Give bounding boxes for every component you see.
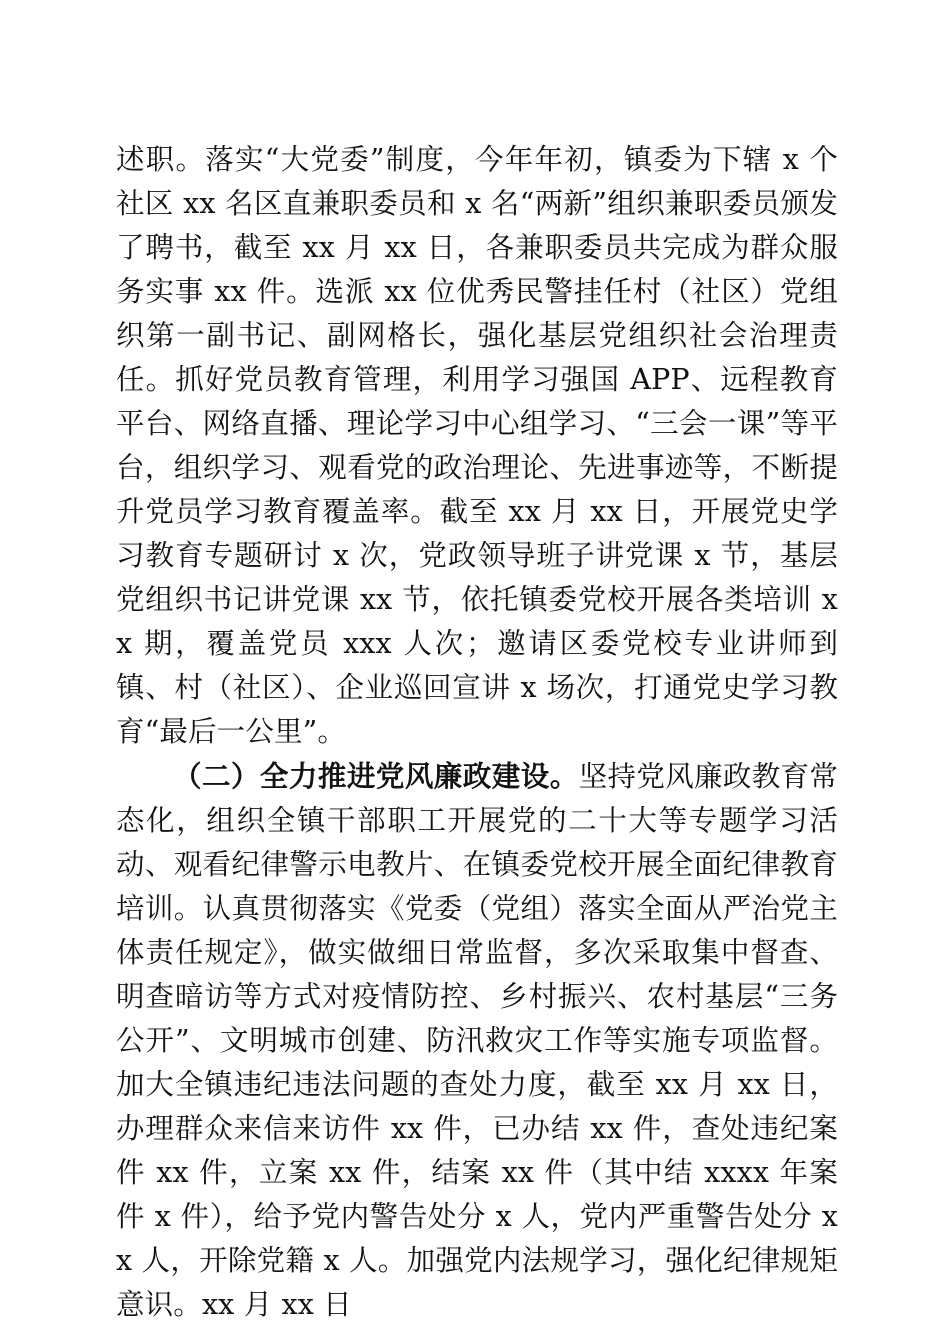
paragraph-continuation: 述职。落实“大党委”制度，今年年初，镇委为下辖 x 个社区 xx 名区直兼职委员和 x 名“两新”组织兼职委员颁发了聘书，截至 xx 月 xx 日，各兼职委员共完成为群众服务实事 xx 件。选派 xx 位优秀民警挂任村（社区）党组织第一副书记、副网格长，强化基层党组织社会治理责任。抓好党员教育管理，利用学习强国 APP、远程教育平台、网络直播、理论学习中心组学习、“三会一课”等平台，组织学习、观看党的政治理论、先进事迹等，不断提升党员学习教育覆盖率。截至 xx 月 xx 日，开展党史学习教育专题研讨 x 次，党政领导班子讲党课 x 节，基层党组织书记讲党课 xx 节，依托镇委党校开展各类培训 xx 期，覆盖党员 xxx 人次；邀请区委党校专业讲师到镇、村（社区）、企业巡回宣讲 x 场次，打通党史学习教育“最后一公里”。	[116, 143, 838, 748]
paragraph-section-two	[116, 754, 838, 1327]
section-two-body: 坚持党风廉政教育常态化，组织全镇干部职工开展党的二十大等专题学习活动、观看纪律警示电教片、在镇委党校开展全面纪律教育培训。认真贯彻落实《党委（党组）落实全面从严治党主体责任规定》，做实做细日常监督，多次采取集中督查、明查暗访等方式对疫情防控、乡村振兴、农村基层“三务公开”、文明城市创建、防汛救灾工作等实施专项监督。加大全镇违纪违法问题的查处力度，截至 xx 月 xx 日，办理群众来信来访件 xx 件，已办结 xx 件，查处违纪案件 xx 件，立案 xx 件，结案 xx 件（其中结 xxxx 年案件 x 件），给予党内警告处分 x 人，党内严重警告处分 xx 人，开除党籍 x 人。加强党内法规学习，强化纪律规矩意识。xx 月 xx 日	[116, 760, 839, 1321]
body-text-column	[116, 138, 838, 1327]
section-heading-two: （二）全力推进党风廉政建设。	[173, 759, 579, 793]
